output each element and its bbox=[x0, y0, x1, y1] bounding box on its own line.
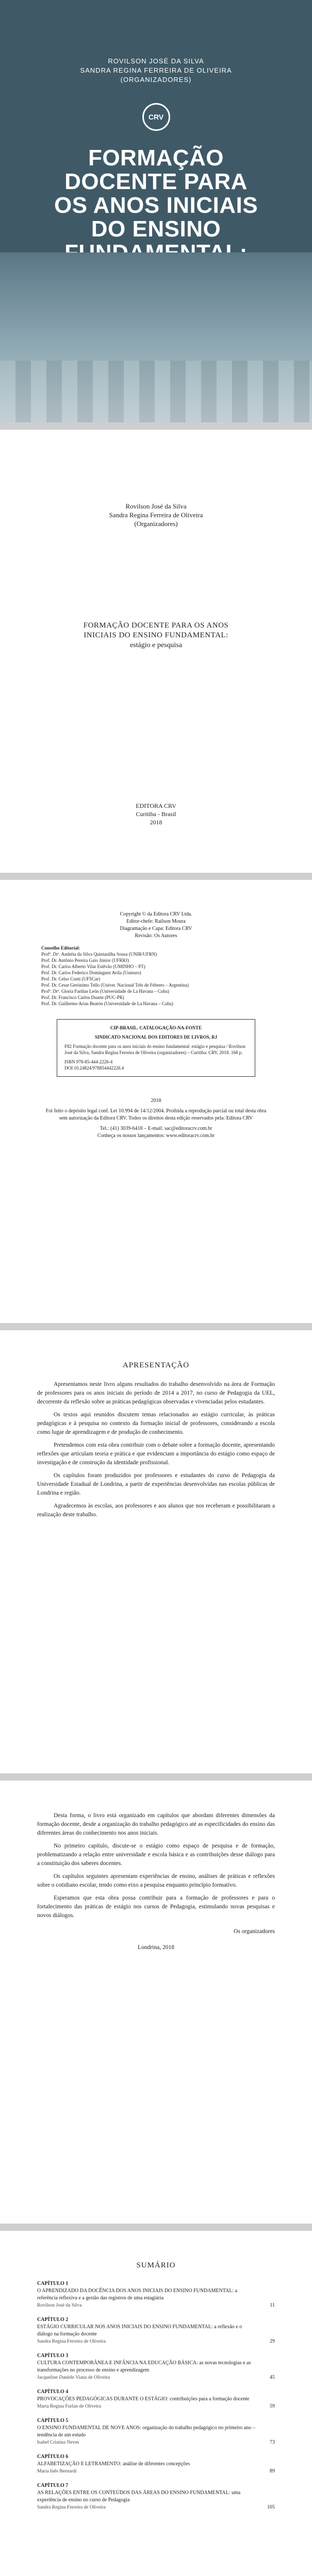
toc-page-number: 45 bbox=[270, 2375, 275, 2380]
catalog-sub: SINDICATO NACIONAL DOS EDITORES DE LIVROS, RJ bbox=[94, 1035, 218, 1040]
cover-author: ROVILSON JOSÉ DA SILVA bbox=[108, 57, 204, 65]
presentation-paragraph: No primeiro capítulo, discute-se o estágio como espaço de pesquisa e de formação, problematizando a relação entre universidade e escola básica e as contribuições desse diálogo para a constituição dos saberes docentes. bbox=[37, 1843, 275, 1867]
toc-page-number: 29 bbox=[270, 2338, 275, 2344]
doi: DOI 10.24824/978854442226.4 bbox=[64, 1065, 124, 1071]
toc-chapter: CAPÍTULO 4 bbox=[37, 2389, 69, 2395]
toc-page-number: 73 bbox=[270, 2439, 275, 2445]
page-separator bbox=[0, 873, 312, 880]
toc-author: Marta Regina Furlan de Oliveira bbox=[37, 2404, 101, 2409]
board-member: Prof. Dr. Celso Conti (UFSCar) bbox=[41, 976, 101, 981]
toc-chapter: CAPÍTULO 3 bbox=[37, 2353, 69, 2359]
title-page-subtitle: estágio e pesquisa bbox=[129, 641, 183, 649]
presentation-paragraph: Esperamos que esta obra possa contribuir para a formação de professores e para o fortalecimento das práticas de estágio nos cursos de Pedagogia, estimulando novas pesquisas e novos diálogos. bbox=[37, 1895, 275, 1919]
copyright-line: Copyright © da Editora CRV Ltda. bbox=[120, 911, 192, 917]
board-member: Profª. Drª. Andréia da Silva Quintanilha Sousa (UNIR/UFRN) bbox=[41, 952, 157, 957]
toc-chapter: CAPÍTULO 6 bbox=[37, 2454, 69, 2460]
toc-title: AS RELAÇÕES ENTRE OS CONTEÚDOS DAS ÁREAS DO ENSINO FUNDAMENTAL: uma experiência de ensino no curso de Pedagogia bbox=[37, 2490, 241, 2503]
cover-title bbox=[0, 146, 312, 265]
summary-page bbox=[0, 2231, 312, 2576]
presentation-paragraph: Os capítulos foram produzidos por professores e estudantes do curso de Pedagogia da Universidade Estadual de Londrina, a partir de experiências desenvolvidas nas escolas públicas de Londrina e região. bbox=[37, 1472, 275, 1496]
title-page-title-line: INICIAIS DO ENSINO FUNDAMENTAL: bbox=[84, 631, 228, 639]
board-member: Prof. Dr. Carlos Alberto Vilar Estêvão (UMINHO – PT) bbox=[41, 964, 145, 969]
board-member: Prof. Dr. Guillermo Arias Beatón (Universidade de La Havana – Cuba) bbox=[41, 1001, 173, 1006]
cover-organizers-label: (ORGANIZADORES) bbox=[120, 76, 192, 83]
toc-item[interactable] bbox=[37, 2417, 275, 2446]
board-title: Conselho Editorial: bbox=[41, 945, 80, 951]
book-cover bbox=[0, 0, 312, 422]
toc-item[interactable] bbox=[37, 2280, 275, 2309]
toc-item[interactable] bbox=[37, 2316, 275, 2345]
title-page-authors bbox=[0, 430, 312, 528]
review-line: Revisão: Os Autores bbox=[135, 933, 177, 939]
publication-year: 2018 bbox=[150, 819, 162, 826]
summary-heading: SUMÁRIO bbox=[136, 2261, 176, 2269]
publisher-city: Curitiba - Brasil bbox=[136, 810, 176, 818]
contact-line: Tel.: (41) 3039-6418 – E-mail: sac@editoracrv.com.br bbox=[100, 1126, 212, 1131]
cover-title-line: OS ANOS INICIAIS bbox=[54, 193, 258, 218]
page-separator bbox=[0, 1323, 312, 1330]
toc-title: O ENSINO FUNDAMENTAL DE NOVE ANOS: organização do trabalho pedagógico no primeiro ano – tendência de um estudo bbox=[37, 2425, 255, 2438]
cover-title-line: FORMAÇÃO bbox=[88, 145, 224, 171]
title-page-title-line: FORMAÇÃO DOCENTE PARA OS ANOS bbox=[83, 621, 229, 630]
toc-item[interactable] bbox=[37, 2388, 275, 2410]
title-page-author: Sandra Regina Ferreira de Oliveira bbox=[109, 511, 203, 519]
toc-author: Rovilson José da Silva bbox=[37, 2303, 82, 2308]
isbn: ISBN 978-85-444-2226-4 bbox=[64, 1059, 113, 1064]
cover-title-line: DO ENSINO bbox=[91, 216, 221, 242]
board-member: Prof. Dr. Cesar Gerónimo Tello (Univer. Nacional Três de Febrero – Argentina) bbox=[41, 982, 189, 988]
title-page-organizers: (Organizadores) bbox=[134, 520, 178, 528]
publisher-name: EDITORA CRV bbox=[136, 802, 176, 809]
editorial-board bbox=[41, 945, 271, 1007]
toc-chapter: CAPÍTULO 5 bbox=[37, 2418, 69, 2424]
toc-title: CULTURA CONTEMPORÂNEA E INFÂNCIA NA EDUCAÇÃO BÁSICA: as novas tecnologias e as transformações no processo de ensino e aprendizagem bbox=[37, 2360, 251, 2373]
cover-image-band bbox=[0, 252, 312, 422]
page-separator bbox=[0, 1773, 312, 1781]
rights-note: Foi feito o depósito legal conf. Lei 10.994 de 14/12/2004. Proibida a reprodução parcial ou total desta obra sem autorização da Editora CRV. Todos os direitos desta edição reservados pela: Editora CRV bbox=[45, 1108, 267, 1121]
toc-chapter: CAPÍTULO 1 bbox=[37, 2281, 69, 2286]
toc-item[interactable] bbox=[37, 2453, 275, 2475]
toc-chapter: CAPÍTULO 2 bbox=[37, 2317, 69, 2323]
cover-author: SANDRA REGINA FERREIRA DE OLIVEIRA bbox=[80, 66, 232, 74]
toc-item[interactable] bbox=[37, 2482, 275, 2511]
rights-year: 2018 bbox=[151, 1098, 161, 1104]
title-page-publisher bbox=[0, 802, 312, 826]
presentation-paragraph: Os capítulos seguintes apresentam experiências de ensino, análises de práticas e reflexões sobre o cotidiano escolar, tendo como eixo a pesquisa enquanto princípio formativo. bbox=[37, 1873, 275, 1888]
design-line: Diagramação e Capa: Editora CRV bbox=[120, 926, 192, 931]
presentation-paragraph: Pretendemos com esta obra contribuir com o debate sobre a formação docente, apresentando reflexões que articulam teoria e prática e que evidenciam a importância do estágio como espaço de investigação e de construção da identidade profissional. bbox=[37, 1442, 275, 1466]
catalog-head: CIP-BRASIL. CATALOGAÇÃO-NA-FONTE bbox=[110, 1025, 202, 1030]
board-member: Prof. Dr. Carlos Federico Dominguez Avila (Unieuro) bbox=[41, 970, 141, 975]
toc-author: Jacqueline Daniele Viana de Oliveira bbox=[37, 2375, 110, 2380]
toc-title: ESTÁGIO CURRICULAR NOS ANOS INICIAIS DO ENSINO FUNDAMENTAL: a reflexão e o diálogo na formação docente bbox=[37, 2324, 242, 2337]
board-member: Prof. Dr. Francisco Carlos Duarte (PUC-PR) bbox=[41, 995, 124, 1000]
presentation-signature: Os organizadores bbox=[234, 1928, 275, 1935]
toc-chapter: CAPÍTULO 7 bbox=[37, 2483, 69, 2488]
website-line: Conheça os nossos lançamentos: www.editoracrv.com.br bbox=[97, 1133, 215, 1139]
presentation-page-2 bbox=[0, 1781, 312, 2224]
toc-item[interactable] bbox=[37, 2352, 275, 2381]
board-member: Prof. Dr. Antônio Pereira Gaio Júnior (UFRRJ) bbox=[41, 958, 129, 963]
cover-title-line: DOCENTE PARA bbox=[64, 169, 248, 194]
toc-title: ALFABETIZAÇÃO E LETRAMENTO: análise de diferentes concepções bbox=[37, 2461, 190, 2467]
catalog-entry: F82 Formação docente para os anos iniciais do ensino fundamental: estágio e pesquisa / Rovilson José da Silva, Sandra Regina Ferreira de Oliveira (organizadores) – Curitiba: CRV, 2018. 168 p. bbox=[64, 1044, 245, 1055]
title-page-author: Rovilson José da Silva bbox=[125, 502, 187, 510]
title-page-title bbox=[0, 621, 312, 640]
presentation-date: Londrina, 2018 bbox=[138, 1944, 174, 1951]
page-separator bbox=[0, 2224, 312, 2231]
copyright-page bbox=[0, 880, 312, 1323]
toc-page-number: 11 bbox=[270, 2302, 275, 2308]
cover-authors bbox=[0, 0, 312, 84]
presentation-page bbox=[0, 1330, 312, 1773]
toc-author: Maria Inês Bernardi bbox=[37, 2469, 77, 2474]
publisher-logo: CRV bbox=[142, 103, 170, 131]
toc-author: Sandra Regina Ferreira de Oliveira bbox=[37, 2339, 106, 2344]
presentation-heading: APRESENTAÇÃO bbox=[122, 1361, 190, 1369]
toc-page-number: 59 bbox=[270, 2403, 275, 2409]
presentation-paragraph: Agradecemos às escolas, aos professores e aos alunos que nos receberam e possibilitaram a realização deste trabalho. bbox=[37, 1503, 275, 1518]
toc-author: Isabel Cristina Neves bbox=[37, 2440, 79, 2445]
board-member: Profª. Drª. Gloria Fariñas León (Universidade de La Havana – Cuba) bbox=[41, 989, 169, 994]
toc-page-number: 105 bbox=[267, 2504, 275, 2510]
toc-title: O APRENDIZADO DA DOCÊNCIA DOS ANOS INICIAIS DO ENSINO FUNDAMENTAL: a referência reflexiva e a gestão das registros de uma estagiária bbox=[37, 2288, 238, 2301]
presentation-paragraph: Desta forma, o livro está organizado em capítulos que abordam diferentes dimensões da formação docente, desde a organização do trabalho pedagógico até as especificidades do ensino das diferentes áreas do conhecimento nos anos iniciais. bbox=[37, 1812, 275, 1836]
presentation-paragraph: Apresentamos neste livro alguns resultados do trabalho desenvolvido na área de Formação de professores para os anos iniciais do período de 2014 a 2017, no curso de Pedagogia da UEL, decorrente da reflexão sobre as práticas pedagógicas observadas e vivenciadas pelos estudantes. bbox=[37, 1381, 275, 1405]
toc-title: PROVOCAÇÕES PEDAGÓGICAS DURANTE O ESTÁGIO: contribuições para a formação docente bbox=[37, 2396, 250, 2402]
toc-page-number: 89 bbox=[270, 2468, 275, 2474]
toc-author: Sandra Regina Ferreira de Oliveira bbox=[37, 2505, 106, 2510]
presentation-paragraph: Os textos aqui reunidos discutem temas relacionados ao estágio curricular, às práticas pedagógicas e à pesquisa no contexto da formação inicial de professores, considerando a escola como lugar de aprendizagem e de produção de conhecimento. bbox=[37, 1412, 275, 1435]
title-page bbox=[0, 430, 312, 873]
editor-line: Editor-chefe: Railson Moura bbox=[126, 919, 186, 924]
catalog-record bbox=[57, 1019, 255, 1077]
page-separator bbox=[0, 422, 312, 430]
